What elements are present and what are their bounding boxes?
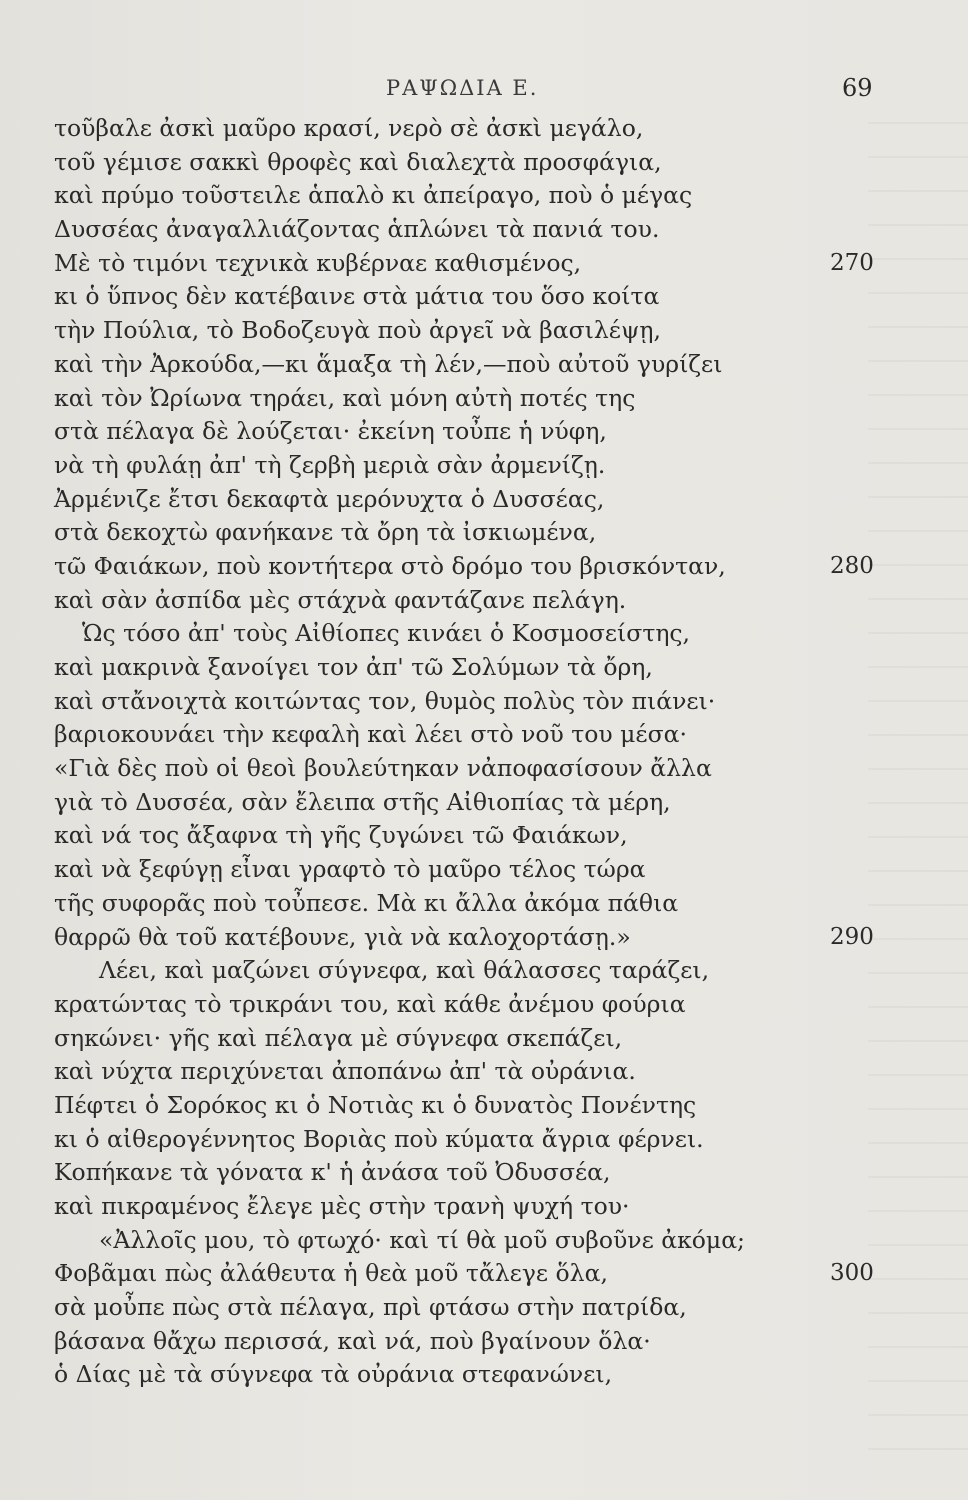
verse-line-text: κι ὁ αἰθερογέννητος Βοριὰς ποὺ κύματα ἄγρια φέρνει. [54,1124,704,1153]
verse-line [0,1055,968,1089]
verse-line [0,617,968,651]
verse-line-text: σὰ μοὖπε πὼς στὰ πέλαγα, πρὶ φτάσω στὴν πατρίδα, [54,1293,687,1322]
verse-line [0,954,968,988]
verse-line [0,483,968,517]
line-number: 270 [830,249,874,276]
verse-line [0,1325,968,1359]
verse-line [0,1257,968,1291]
verse-line-text: «Γιὰ δὲς ποὺ οἱ θεοὶ βουλεύτηκαν νἀποφασίσουν ἄλλα [54,754,712,783]
verse-line [0,1022,968,1056]
running-head-title: ΡΑΨΩΔΙΑ Ε. [386,76,539,100]
verse-line [0,1156,968,1190]
verse-line-text: βάσανα θἄχω περισσά, καὶ νά, ποὺ βγαίνουν ὅλα· [54,1326,651,1355]
verse-line [0,1190,968,1224]
verse-line [0,112,968,146]
verse-line [0,1123,968,1157]
verse-line [0,786,968,820]
verse-line [0,449,968,483]
verse-line-text: Λέει, καὶ μαζώνει σύγνεφα, καὶ θάλασσες ταράζει, [99,956,710,985]
line-number: 290 [830,923,874,950]
verse-line-text: Ἀρμένιζε ἔτσι δεκαφτὰ μερόνυχτα ὁ Δυσσέας, [54,484,605,513]
verse-line [0,651,968,685]
verse-line-text: τὴν Πούλια, τὸ Βοδοζευγὰ ποὺ ἀργεῖ νὰ βασιλέψῃ, [54,316,661,345]
verse-line [0,348,968,382]
verse-line [0,179,968,213]
verse-line [0,1358,968,1392]
verse-line [0,685,968,719]
verse-line-text: Μὲ τὸ τιμόνι τεχνικὰ κυβέρναε καθισμένος, [54,248,582,277]
verse-line-text: γιὰ τὸ Δυσσέα, σὰν ἔλειπα στῆς Αἰθιοπίας τὰ μέρη, [54,787,671,816]
verse-line-text: «Ἀλλοῖς μου, τὸ φτωχό· καὶ τί θὰ μοῦ συβοῦνε ἀκόμα; [99,1225,745,1254]
verse-line-text: τοῦ γέμισε σακκὶ θροφὲς καὶ διαλεχτὰ προσφάγια, [54,147,662,176]
verse-line-text: Ὡς τόσο ἀπ' τοὺς Αἰθίοπες κινάει ὁ Κοσμοσείστης, [82,619,691,648]
verse-line [0,516,968,550]
line-number: 280 [830,552,874,579]
verse-line-text: κρατώντας τὸ τρικράνι του, καὶ κάθε ἀνέμου φούρια [54,989,686,1018]
page-number: 69 [842,74,873,102]
verse-line [0,887,968,921]
verse-line [0,550,968,584]
verse-line-text: στὰ δεκοχτὼ φανήκανε τὰ ὄρη τὰ ἰσκιωμένα, [54,518,597,547]
verse-line [0,1291,968,1325]
verse-line-text: σηκώνει· γῆς καὶ πέλαγα μὲ σύγνεφα σκεπάζει, [54,1023,623,1052]
verse-line-text: καὶ πικραμένος ἔλεγε μὲς στὴν τρανὴ ψυχή του· [54,1192,630,1220]
verse-line-text: καὶ τὴν Ἀρκούδα,—κι ἅμαξα τὴ λέν,—ποὺ αὐτοῦ γυρίζει [54,349,723,378]
verse-line-text: ὁ Δίας μὲ τὰ σύγνεφα τὰ οὐράνια στεφανώνει, [54,1360,613,1389]
verse-line-text: τῆς συφορᾶς ποὺ τοὖπεσε. Μὰ κι ἄλλα ἀκόμα πάθια [54,888,679,917]
verse-line-text: τῶ Φαιάκων, ποὺ κοντήτερα στὸ δρόμο του βρισκόνταν, [54,551,726,580]
verse-line [0,988,968,1022]
verse-line-text: Δυσσέας ἀναγαλλιάζοντας ἁπλώνει τὰ πανιά του. [54,215,660,244]
verse-line [0,1224,968,1258]
verse-line-text: θαρρῶ θὰ τοῦ κατέβουνε, γιὰ νὰ καλοχορτάσῃ.» [54,922,631,951]
verse-line [0,314,968,348]
verse-line-text: καὶ μακρινὰ ξανοίγει τον ἀπ' τῶ Σολύμων τὰ ὄρη, [54,653,653,681]
verse-line [0,247,968,281]
verse-line-text: νὰ τὴ φυλάῃ ἀπ' τὴ ζερβὴ μεριὰ σὰν ἀρμενίζῃ. [54,450,606,479]
verse-line-text: καὶ στἄνοιχτὰ κοιτώντας τον, θυμὸς πολὺς τὸν πιάνει· [54,686,716,715]
verse-line [0,415,968,449]
verse-line [0,853,968,887]
verse-line [0,280,968,314]
verse-line-text: Φοβᾶμαι πὼς ἀλάθευτα ἡ θεὰ μοῦ τἄλεγε ὅλα, [54,1259,608,1288]
verse-line-text: καὶ νά τος ἄξαφνα τὴ γῆς ζυγώνει τῶ Φαιάκων, [54,821,628,850]
verse-line-text: καὶ τὸν Ὠρίωνα τηράει, καὶ μόνη αὐτὴ ποτές της [54,383,636,412]
verse-line-text: βαριοκουνάει τὴν κεφαλὴ καὶ λέει στὸ νοῦ του μέσα· [54,720,687,749]
verse-line [0,146,968,180]
verse-line [0,819,968,853]
verse-line [0,213,968,247]
verse-line [0,382,968,416]
verse-line-text: Κοπήκανε τὰ γόνατα κ' ἡ ἀνάσα τοῦ Ὀδυσσέα, [54,1158,611,1187]
verse-line [0,584,968,618]
verse-line-text: Πέφτει ὁ Σορόκος κι ὁ Νοτιὰς κι ὁ δυνατὸς Πονέντης [54,1090,697,1119]
verse-line-text: στὰ πέλαγα δὲ λούζεται· ἐκείνη τοὖπε ἡ νύφη, [54,417,607,446]
verse-line-text: κι ὁ ὕπνος δὲν κατέβαινε στὰ μάτια του ὅσο κοίτα [54,282,660,311]
verse-line [0,1089,968,1123]
verse-line [0,752,968,786]
verse-line [0,718,968,752]
verse-line-text: καὶ νύχτα περιχύνεται ἀποπάνω ἀπ' τὰ οὐράνια. [54,1057,636,1086]
verse-line-text: τοῦβαλε ἀσκὶ μαῦρο κρασί, νερὸ σὲ ἀσκὶ μεγάλο, [54,114,644,142]
verse-text-block [0,112,968,1392]
line-number: 300 [830,1260,874,1287]
verse-line [0,921,968,955]
verse-line-text: καὶ σὰν ἀσπίδα μὲς στάχνὰ φαντάζανε πελάγη. [54,585,627,614]
verse-line-text: καὶ πρύμο τοῦστειλε ἁπαλὸ κι ἀπείραγο, ποὺ ὁ μέγας [54,181,693,210]
verse-line-text: καὶ νὰ ξεφύγῃ εἶναι γραφτὸ τὸ μαῦρο τέλος τώρα [54,855,646,884]
